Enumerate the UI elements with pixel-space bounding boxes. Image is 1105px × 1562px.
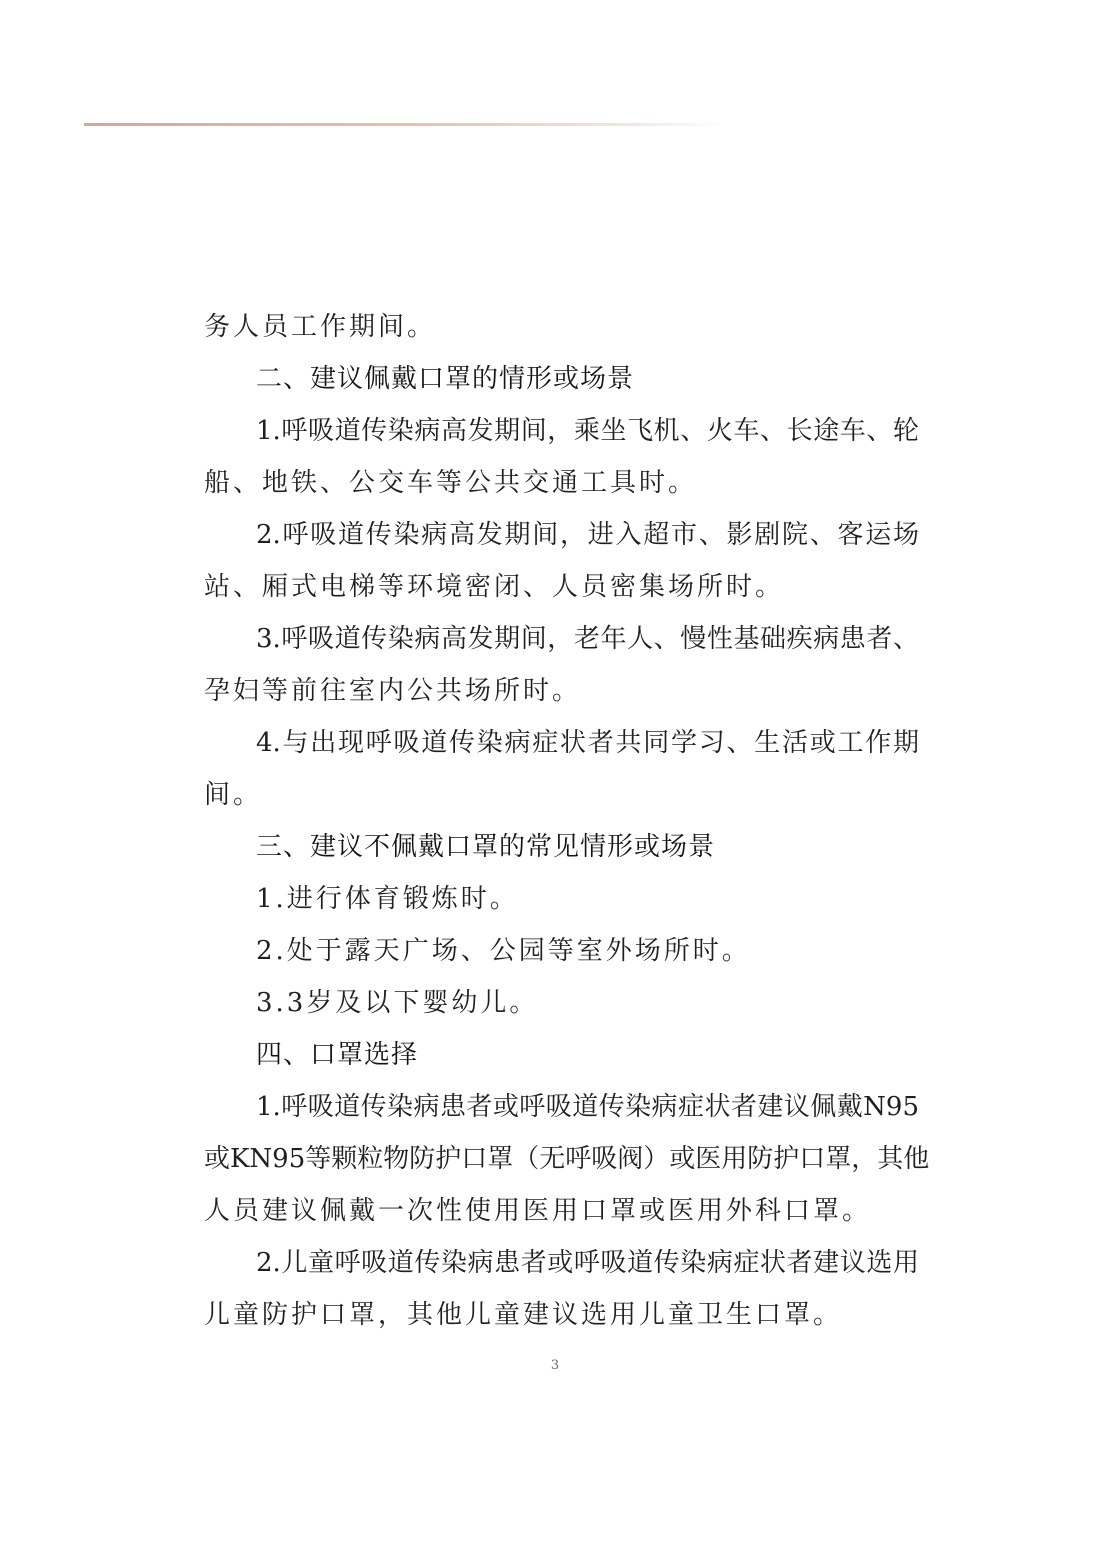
paragraph-line: 3.呼吸道传染病高发期间，老年人、慢性基础疾病患者、 bbox=[256, 624, 919, 654]
section-heading-2: 二、建议佩戴口罩的情形或场景 bbox=[256, 364, 635, 394]
paragraph-line: 1.呼吸道传染病高发期间，乘坐飞机、火车、长途车、轮 bbox=[256, 416, 919, 446]
paragraph-line: 2.儿童呼吸道传染病患者或呼吸道传染病症状者建议选用 bbox=[256, 1248, 919, 1278]
paragraph-line: 2.处于露天广场、公园等室外场所时。 bbox=[256, 936, 751, 966]
paragraph-line: 1.进行体育锻炼时。 bbox=[256, 884, 519, 914]
paragraph-line: 间。 bbox=[204, 780, 263, 810]
page-number: 3 bbox=[550, 1358, 560, 1373]
paragraph-line: 人员建议佩戴一次性使用医用口罩或医用外科口罩。 bbox=[204, 1196, 872, 1226]
header-rule bbox=[84, 123, 724, 126]
section-heading-4: 四、口罩选择 bbox=[256, 1040, 419, 1070]
paragraph-line: 或KN95等颗粒物防护口罩（无呼吸阀）或医用防护口罩，其他 bbox=[204, 1144, 930, 1174]
paragraph-line: 站、厢式电梯等环境密闭、人员密集场所时。 bbox=[204, 572, 785, 602]
paragraph-line: 3.3岁及以下婴幼儿。 bbox=[256, 988, 539, 1018]
paragraph-line: 儿童防护口罩，其他儿童建议选用儿童卫生口罩。 bbox=[204, 1300, 843, 1330]
section-heading-3: 三、建议不佩戴口罩的常见情形或场景 bbox=[256, 832, 716, 862]
paragraph-line: 4.与出现呼吸道传染病症状者共同学习、生活或工作期 bbox=[256, 728, 919, 758]
paragraph-line: 孕妇等前往室内公共场所时。 bbox=[204, 676, 582, 706]
paragraph-line: 1.呼吸道传染病患者或呼吸道传染病症状者建议佩戴N95 bbox=[256, 1092, 919, 1122]
body-text bbox=[204, 303, 930, 1343]
paragraph-line: 2.呼吸道传染病高发期间，进入超市、影剧院、客运场 bbox=[256, 520, 919, 550]
paragraph-line: 船、地铁、公交车等公共交通工具时。 bbox=[204, 468, 698, 498]
paragraph-line: 务人员工作期间。 bbox=[204, 312, 437, 342]
